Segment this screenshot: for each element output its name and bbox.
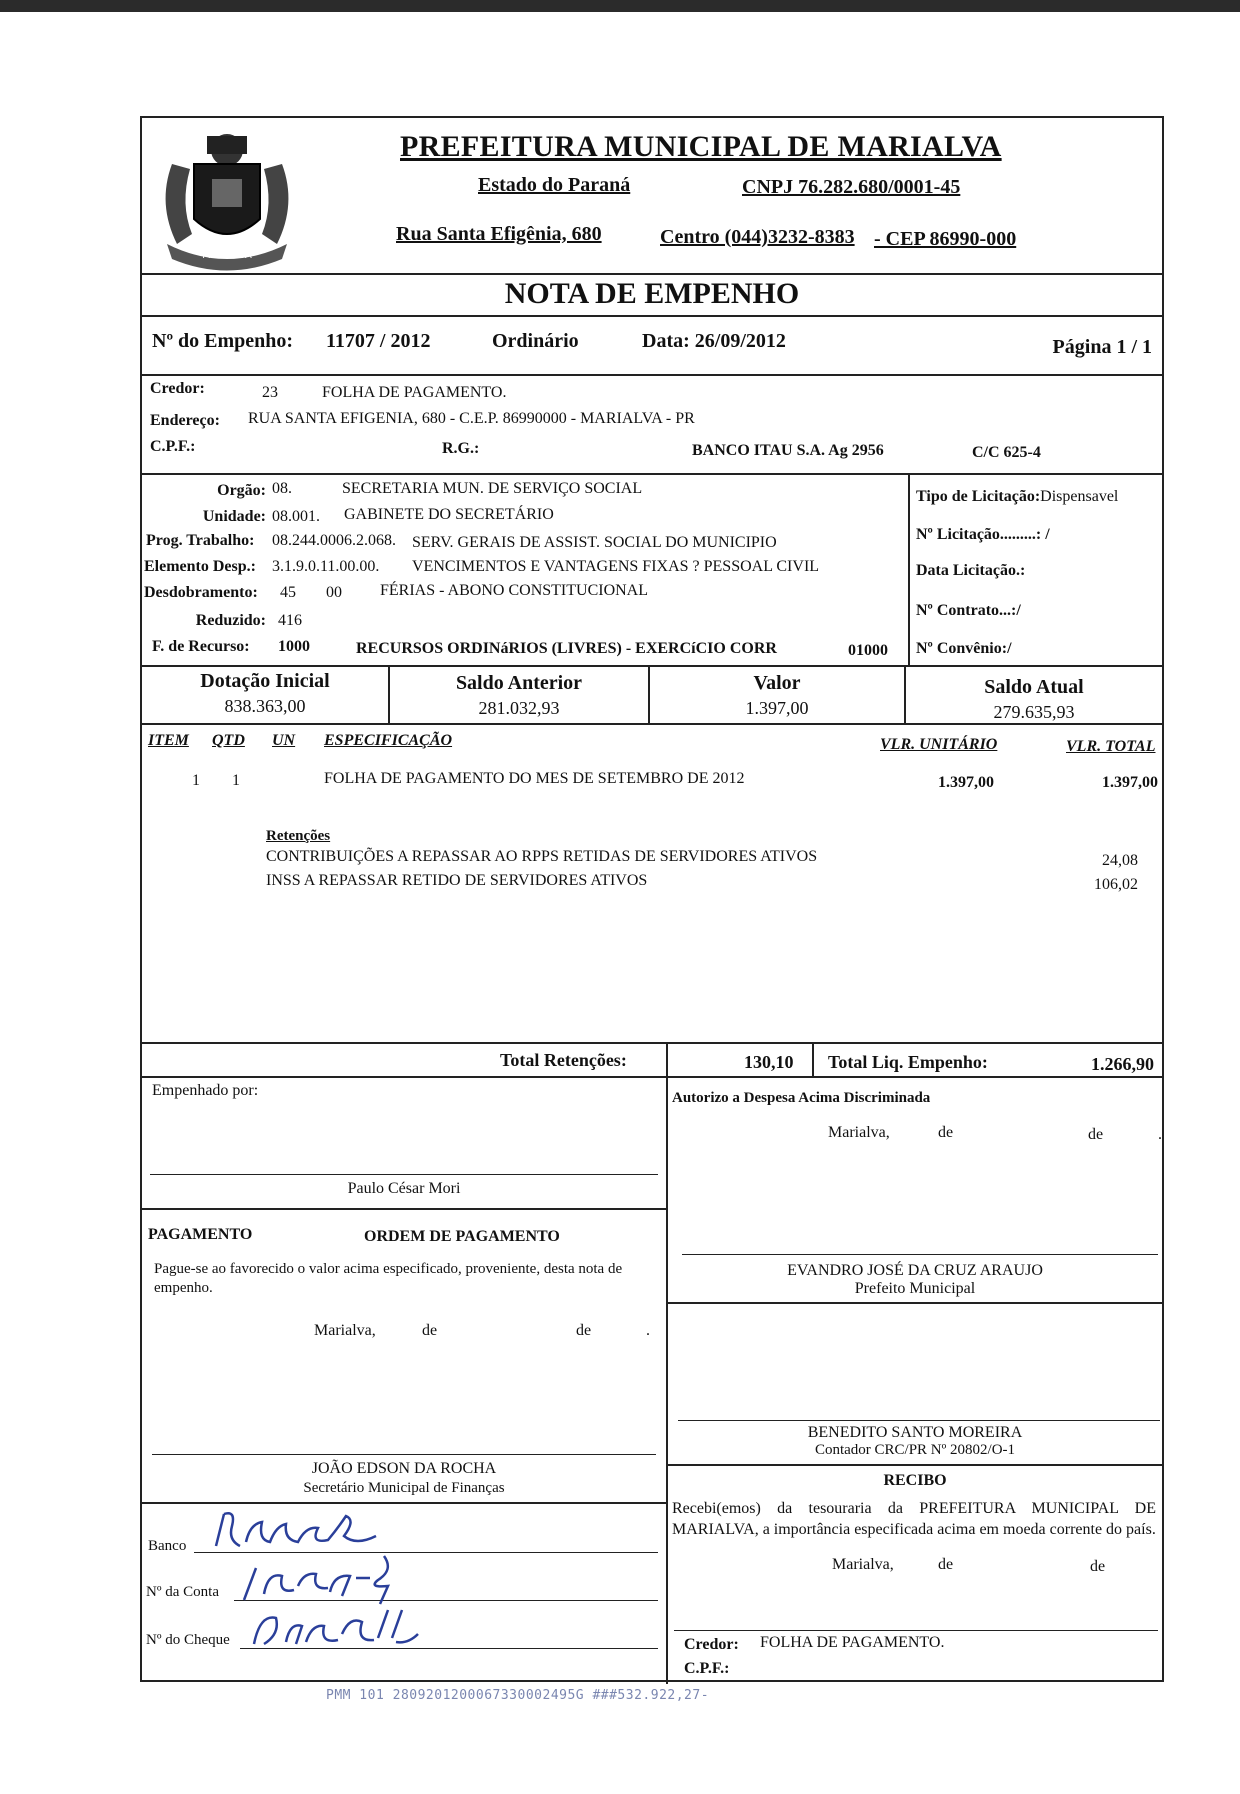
credor-name: FOLHA DE PAGAMENTO.	[322, 384, 507, 401]
reduzido-label: Reduzido:	[195, 612, 266, 629]
saldo-atual-label: Saldo Atual	[984, 676, 1084, 698]
prog-name: SERV. GERAIS DE ASSIST. SOCIAL DO MUNICIPIO	[412, 534, 777, 551]
prog-label: Prog. Trabalho:	[146, 532, 255, 549]
retencoes-label: Retenções	[266, 828, 331, 844]
conta-label: Nº da Conta	[146, 1584, 219, 1600]
banco-label: Banco	[148, 1538, 187, 1554]
desdobramento-code-2: 00	[326, 584, 342, 601]
col-header-vlr-total: VLR. TOTAL	[1066, 738, 1156, 755]
divider	[142, 1208, 666, 1210]
dotacao-label: Dotação Inicial	[200, 670, 330, 692]
autorizo-text: Autorizo a Despesa Acima Discriminada	[672, 1090, 931, 1106]
divider-vertical	[908, 473, 910, 665]
divider	[142, 1076, 1162, 1078]
total-liquido-label: Total Liq. Empenho:	[828, 1052, 988, 1072]
autorizo-dot: .	[1158, 1126, 1162, 1143]
desdobramento-name: FÉRIAS - ABONO CONSTITUCIONAL	[380, 582, 649, 599]
secretario-name: JOÃO EDSON DA ROCHA	[311, 1460, 497, 1477]
divider-vertical	[812, 1044, 814, 1076]
secretario-title: Secretário Municipal de Finanças	[303, 1480, 505, 1496]
unidade-name: GABINETE DO SECRETÁRIO	[344, 506, 554, 523]
retencao-description: INSS A REPASSAR RETIDO DE SERVIDORES ATIVOS	[266, 872, 648, 889]
empenhado-label: Empenhado por:	[152, 1082, 259, 1099]
divider	[142, 1502, 666, 1504]
municipality-title: PREFEITURA MUNICIPAL DE MARIALVA	[400, 130, 1002, 163]
fonte-label: F. de Recurso:	[152, 638, 250, 655]
ordem-pagamento-label: ORDEM DE PAGAMENTO	[364, 1228, 560, 1245]
pagamento-de-2: de	[576, 1322, 592, 1339]
contador-title: Contador CRC/PR Nº 20802/O-1	[814, 1442, 1016, 1458]
document-barcode-code: PMM 101 2809201200067330002495G ###532.922,27-	[326, 1688, 710, 1703]
recibo-credor-value: FOLHA DE PAGAMENTO.	[760, 1634, 945, 1651]
prog-code: 08.244.0006.2.068.	[272, 532, 396, 549]
retencao-value: 24,08	[1102, 852, 1138, 869]
signature-line	[682, 1254, 1158, 1255]
page-number: Página 1 / 1	[1052, 336, 1152, 358]
fonte-code: 1000	[278, 638, 310, 655]
handwritten-banco-signature	[206, 1506, 386, 1556]
elemento-name: VENCIMENTOS E VANTAGENS FIXAS ? PESSOAL CIVIL	[412, 558, 820, 575]
empenho-number: 11707 / 2012	[326, 330, 431, 352]
recibo-city: Marialva,	[832, 1556, 894, 1573]
credor-label: Credor:	[150, 380, 205, 397]
divider	[668, 1464, 1162, 1466]
col-header-item: ITEM	[148, 732, 189, 749]
saldo-anterior-label: Saldo Anterior	[455, 672, 583, 694]
signature-line	[674, 1630, 1158, 1631]
autorizo-city: Marialva,	[828, 1124, 890, 1141]
saldo-anterior-value: 281.032,93	[478, 698, 560, 718]
fonte-name: RECURSOS ORDINáRIOS (LIVRES) - EXERCíCIO CORR	[356, 640, 777, 657]
unidade-label: Unidade:	[202, 508, 266, 525]
nota-de-empenho-document	[140, 116, 1164, 1682]
cep: - CEP 86990-000	[874, 228, 1017, 250]
signature-line	[150, 1174, 658, 1175]
pagamento-text: Pague-se ao favorecido o valor acima especificado, proveniente, desta nota de empenho.	[154, 1261, 623, 1296]
empenhado-name: Paulo César Mori	[347, 1180, 461, 1197]
orgao-label: Orgão:	[217, 482, 266, 499]
pagamento-dot: .	[646, 1322, 650, 1339]
licitacao-convenio: Nº Convênio:/	[916, 640, 1012, 657]
handwritten-cheque-number	[246, 1604, 426, 1654]
retencao-value: 106,02	[1094, 876, 1138, 893]
divider	[142, 374, 1162, 376]
row-unit-value: 1.397,00	[938, 774, 994, 791]
recibo-cpf-label: C.P.F.:	[684, 1660, 730, 1677]
pagamento-de-1: de	[422, 1322, 438, 1339]
divider	[142, 1042, 1162, 1044]
total-liquido-value: 1.266,90	[1091, 1054, 1154, 1074]
dotacao-value: 838.363,00	[224, 696, 306, 716]
document-title: NOTA DE EMPENHO	[504, 277, 800, 310]
pagamento-city: Marialva,	[314, 1322, 376, 1339]
municipal-crest-icon	[152, 124, 302, 272]
col-header-un: UN	[272, 732, 296, 749]
elemento-code: 3.1.9.0.11.00.00.	[272, 558, 380, 575]
divider	[142, 723, 1162, 725]
cnpj: CNPJ 76.282.680/0001-45	[742, 176, 961, 198]
svg-text:MARIALVA: MARIALVA	[202, 250, 252, 261]
recibo-credor-label: Credor:	[684, 1636, 739, 1653]
recibo-de-2: de	[1090, 1558, 1106, 1575]
signature-line	[678, 1420, 1160, 1421]
bank-agency: BANCO ITAU S.A. Ag 2956	[692, 442, 884, 459]
valor-label: Valor	[753, 672, 801, 694]
autorizo-de-1: de	[938, 1124, 954, 1141]
handwritten-conta-number	[238, 1550, 418, 1606]
orgao-name: SECRETARIA MUN. DE SERVIÇO SOCIAL	[342, 480, 643, 497]
credor-code: 23	[262, 384, 278, 401]
fonte-code-2: 01000	[848, 642, 888, 659]
credor-address: RUA SANTA EFIGENIA, 680 - C.E.P. 86990000 - MARIALVA - PR	[248, 410, 695, 427]
col-header-vlr-unitario: VLR. UNITÁRIO	[880, 736, 998, 753]
licitacao-tipo-value: Dispensavel	[1040, 488, 1119, 505]
autorizo-de-2: de	[1088, 1126, 1104, 1143]
row-item: 1	[192, 772, 200, 789]
retencao-description: CONTRIBUIÇÕES A REPASSAR AO RPPS RETIDAS DE SERVIDORES ATIVOS	[266, 848, 818, 865]
prefeito-name: EVANDRO JOSÉ DA CRUZ ARAUJO	[787, 1262, 1043, 1279]
signature-line	[152, 1454, 656, 1455]
contador-name: BENEDITO SANTO MOREIRA	[807, 1424, 1023, 1441]
valor-value: 1.397,00	[745, 698, 809, 718]
empenho-date: Data: 26/09/2012	[642, 330, 786, 352]
pagamento-label: PAGAMENTO	[148, 1226, 253, 1243]
total-retencoes-label: Total Retenções:	[500, 1050, 627, 1070]
rg-label: R.G.:	[442, 440, 480, 457]
licitacao-tipo	[916, 488, 1118, 506]
licitacao-data: Data Licitação.:	[916, 562, 1026, 579]
recibo-title: RECIBO	[883, 1472, 947, 1489]
col-header-especificacao: ESPECIFICAÇÃO	[324, 732, 453, 749]
divider	[668, 1302, 1162, 1304]
street-address: Rua Santa Efigênia, 680	[396, 223, 602, 245]
desdobramento-code-1: 45	[280, 584, 296, 601]
saldo-atual-value: 279.635,93	[993, 702, 1075, 722]
state-name: Estado do Paraná	[478, 174, 631, 196]
row-description: FOLHA DE PAGAMENTO DO MES DE SETEMBRO DE 2012	[324, 770, 745, 787]
empenho-type: Ordinário	[492, 330, 579, 352]
recibo-text: Recebi(emos) da tesouraria da PREFEITURA MUNICIPAL DE MARIALVA, a importância especificada acima em moeda corrente do país.	[672, 1500, 1156, 1538]
divider	[142, 315, 1162, 317]
address-label: Endereço:	[150, 412, 220, 429]
unidade-code: 08.001.	[272, 508, 320, 525]
scan-top-bar	[0, 0, 1240, 12]
divider	[142, 665, 1162, 667]
desdobramento-label: Desdobramento:	[144, 584, 258, 601]
orgao-code: 08.	[272, 480, 292, 497]
divider-vertical	[666, 1042, 668, 1684]
reduzido-value: 416	[278, 612, 302, 629]
licitacao-numero: Nº Licitação.........: /	[916, 526, 1050, 543]
elemento-label: Elemento Desp.:	[144, 558, 256, 575]
cpf-label: C.P.F.:	[150, 438, 196, 455]
prefeito-title: Prefeito Municipal	[854, 1280, 976, 1297]
cheque-label: Nº do Cheque	[146, 1632, 230, 1648]
row-qtd: 1	[232, 772, 240, 789]
row-total-value: 1.397,00	[1102, 774, 1158, 791]
col-header-qtd: QTD	[212, 732, 245, 749]
district-phone: Centro (044)3232-8383	[660, 226, 855, 248]
divider	[142, 473, 1162, 475]
empenho-label: Nº do Empenho:	[152, 330, 294, 352]
total-retencoes-value: 130,10	[744, 1052, 794, 1072]
recibo-de-1: de	[938, 1556, 954, 1573]
licitacao-tipo-label: Tipo de Licitação:	[916, 488, 1041, 505]
licitacao-contrato: Nº Contrato...:/	[916, 602, 1021, 619]
bank-account: C/C 625-4	[972, 444, 1041, 461]
